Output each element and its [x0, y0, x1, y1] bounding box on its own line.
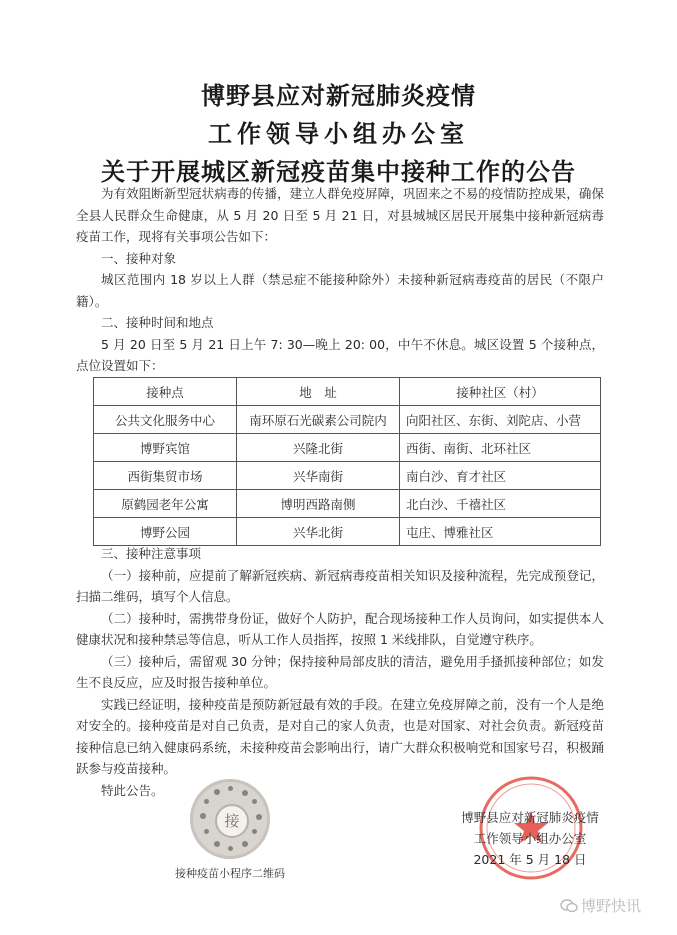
- address-cell: 兴华北街: [237, 518, 400, 546]
- site-cell: 博野宾馆: [94, 434, 237, 462]
- signature-org-line-1: 博野县应对新冠肺炎疫情: [461, 810, 599, 825]
- section3-item1: （一）接种前，应提前了解新冠疾病、新冠病毒疫苗相关知识及接种流程，先完成预登记，扫描二维码，填写个人信息。: [76, 567, 604, 604]
- signature-date: 2021 年 5 月 18 日: [473, 852, 587, 867]
- title-line-3: 关于开展城区新冠疫苗集中接种工作的公告: [101, 158, 576, 186]
- body-upper: [76, 183, 604, 377]
- table-row: [94, 462, 601, 490]
- address-cell: 南环原石光碳素公司院内: [237, 406, 400, 434]
- section2-heading: 二、接种时间和地点: [101, 315, 214, 330]
- community-cell: 向阳社区、东街、刘陀店、小营: [400, 406, 601, 434]
- intro-paragraph: 为有效阻断新型冠状病毒的传播，建立人群免疫屏障，巩固来之不易的疫情防控成果，确保全县人民群众生命健康，从 5 月 20 日至 5 月 21 日，对县城城区居民开展集中接种新冠病毒疫苗工作，现将有关事项公告如下：: [76, 186, 604, 244]
- community-cell: 北白沙、千禧社区: [400, 490, 601, 518]
- watermark-text: 博野快讯: [581, 897, 642, 915]
- title-line-1: 博野县应对新冠肺炎疫情: [201, 82, 476, 110]
- closing-notice: 特此公告。: [101, 782, 164, 798]
- closing-paragraph: 实践已经证明，接种疫苗是预防新冠最有效的手段。在建立免疫屏障之前，没有一个人是绝对安全的。接种疫苗是对自己负责，是对自己的家人负责，也是对国家、对社会负责。新冠疫苗接种信息已纳入健康码系统，未接种疫苗会影响出行，请广大群众积极响党和国家号召，积极踊跃参与疫苗接种。: [76, 696, 604, 776]
- section3-heading: 三、接种注意事项: [101, 546, 202, 561]
- section1-text: 城区范围内 18 岁以上人群（禁忌症不能接种除外）未接种新冠病毒疫苗的居民（不限户籍）。: [76, 272, 604, 309]
- site-cell: 原鹤园老年公寓: [94, 490, 237, 518]
- table-row: [94, 518, 601, 546]
- header-community: 接种社区（村）: [400, 378, 601, 406]
- address-cell: 博明西路南侧: [237, 490, 400, 518]
- section1-heading: 一、接种对象: [101, 250, 177, 266]
- community-cell: 屯庄、博雅社区: [400, 518, 601, 546]
- table-header-row: [94, 378, 601, 406]
- table-row: [94, 490, 601, 518]
- header-address: 地 址: [237, 378, 400, 406]
- signature-org-line-2: 工作领导小组办公室: [473, 831, 587, 846]
- table-row: [94, 434, 601, 462]
- qr-center-logo: 接: [215, 804, 249, 838]
- community-cell: 南白沙、育才社区: [400, 462, 601, 490]
- header-site: 接种点: [94, 378, 237, 406]
- source-watermark: [560, 894, 676, 918]
- vaccination-sites-table: [93, 377, 601, 546]
- qr-code-label: 接种疫苗小程序二维码: [175, 867, 285, 880]
- site-cell: 西街集贸市场: [94, 462, 237, 490]
- section3-item2: （二）接种时，需携带身份证，做好个人防护，配合现场接种工作人员询问，如实提供本人健康状况和接种禁忌等信息，听从工作人员指挥，按照 1 米线排队，自觉遵守秩序。: [76, 610, 604, 647]
- community-cell: 西街、南街、北环社区: [400, 434, 601, 462]
- section3-item3: （三）接种后，需留观 30 分钟；保持接种局部皮肤的清洁，避免用手搔抓接种部位；如发生不良反应，应及时报告接种单位。: [76, 653, 604, 690]
- site-cell: 公共文化服务中心: [94, 406, 237, 434]
- mini-program-qr-code[interactable]: [190, 779, 270, 859]
- address-cell: 兴隆北街: [237, 434, 400, 462]
- body-lower: [76, 543, 604, 801]
- title-line-2: 工作领导小组办公室: [208, 120, 469, 148]
- site-cell: 博野公园: [94, 518, 237, 546]
- section2-text: 5 月 20 日至 5 月 21 日上午 7: 30—晚上 20: 00，中午不休息。城区设置 5 个接种点，点位设置如下：: [76, 336, 604, 373]
- address-cell: 兴华南街: [237, 462, 400, 490]
- wechat-icon: [560, 899, 578, 913]
- table-row: [94, 406, 601, 434]
